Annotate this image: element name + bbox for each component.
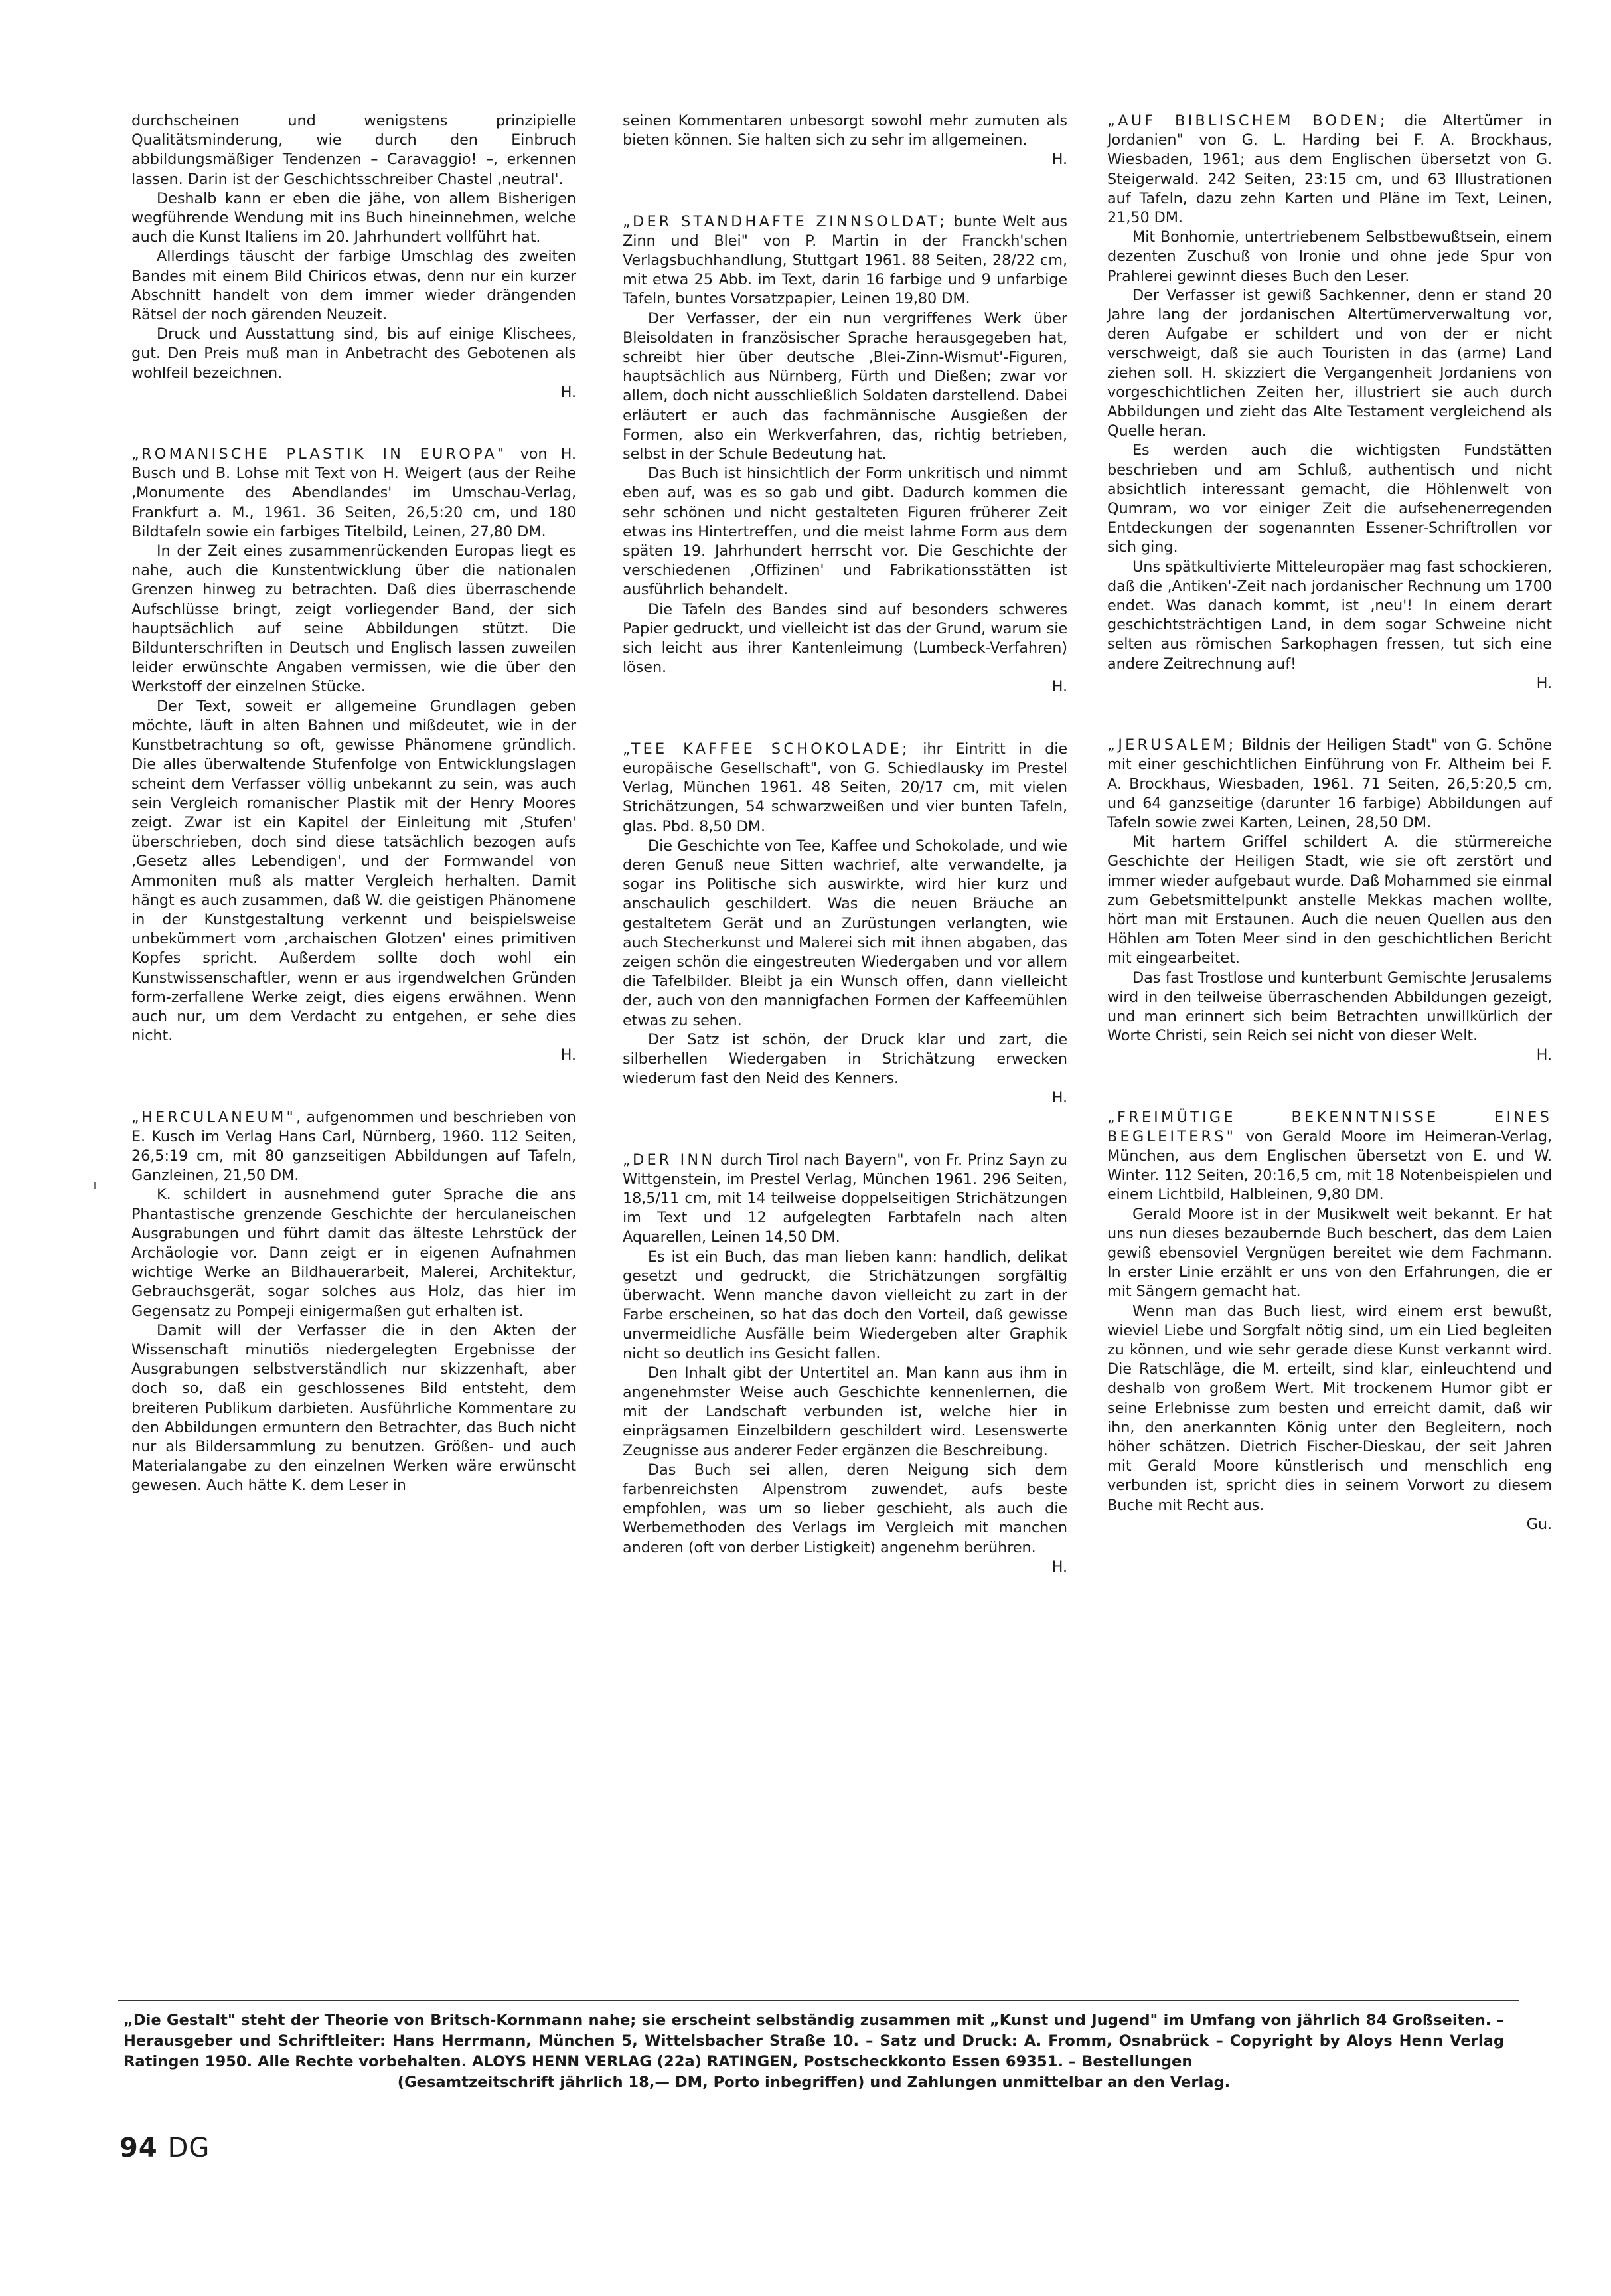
review-paragraph bbox=[1107, 1205, 1552, 1302]
review-paragraph bbox=[131, 1185, 576, 1321]
review-paragraph bbox=[623, 1364, 1067, 1461]
reviewer-initials: H. bbox=[1536, 674, 1552, 692]
book-review bbox=[623, 212, 1067, 697]
paragraph-text: Das fast Trostlose und kunterbunt Gemischte Jerusalems wird in den teilweise überraschenden Abbildungen gezeigt, und man erinnert sich beim Betrachten unwillkürlich der Worte Christi, sein Reich sei nicht von dieser Welt. bbox=[1107, 969, 1552, 1045]
paragraph-text: Druck und Ausstattung sind, bis auf einige Klischees, gut. Den Preis muß man in Anbetracht des Gebotenen als wohlfeil bezeichnen. bbox=[131, 325, 576, 382]
paragraph-text: Der Verfasser, der ein nun vergriffenes Werk über Bleisoldaten in französischer Sprache herausgegeben hat, schreibt hier über deutsche ‚Blei-Zinn-Wismut'-Figuren, hauptsächlich aus Nürnberg, Fürth und Dießen; zwar vor allem, doch nicht ausschließlich Soldaten darstellend. Dabei erläutert er auch das fachmännische Ausgießen der Formen, also ein Werkverfahren, das, richtig betrieben, selbst in der Schule Bedeutung hat. bbox=[623, 309, 1067, 463]
paragraph-text: Der Text, soweit er allgemeine Grundlagen geben möchte, läuft in alten Bahnen und mißdeutet, wie in der Kunstbetrachtung so oft, gewisse Phänomene gründlich. Die alles überwaltende Stufenfolge von Entwicklungslagen scheint dem Verfasser völlig unbekannt zu sein, was auch sein Vergleich romanischer Plastik mit der Henry Moores zeigt. Zwar ist ein Kapitel der Einleitung mit ‚Stufen' überschrieben, doch sind diese tatsächlich bezogen aufs ‚Gesetz alles Lebendigen', und der Formwandel von Ammoniten muß als matter Vergleich herhalten. Damit hängt es auch zusammen, daß W. die geistigen Phänomene in der Kunstgestaltung verkennt und beispielsweise unbekümmert vom ‚archaischen Glotzen' eines primitiven Kopfes spricht. Außerdem sollte doch wohl ein Kunstwissenschaftler, wenn er aus irgendwelchen Gründen form-zerfallene Werke zeigt, dies eigens erwähnen. Wenn auch nur, um dem Verdacht zu entgehen, er sehe dies nicht. bbox=[131, 697, 576, 1045]
review-heading bbox=[1107, 1108, 1552, 1205]
book-review bbox=[131, 445, 576, 1066]
reviewer-initials: Gu. bbox=[1526, 1515, 1552, 1533]
column-middle bbox=[623, 112, 1067, 1577]
review-bibliography: von H. Busch und B. Lohse mit Text von H. Weigert (aus der Reihe ‚Monumente des Abendlandes' im Umschau-Verlag, Frankfurt a. M., 1961. 36 Seiten, 26,5:20 cm, und 180 Bildtafeln sowie ein farbiges Titelbild, Leinen, 27,80 DM. bbox=[131, 446, 576, 540]
review-paragraph bbox=[1107, 441, 1552, 557]
review-paragraph bbox=[1107, 1302, 1552, 1515]
review-bibliography: ihr Eintritt in die europäische Gesellschaft", von G. Schiedlausky im Prestel Verlag, München 1961. 48 Seiten, 20/17 cm, mit vielen Strichätzungen, 54 schwarzweißen und vier bunten Tafeln, glas. Pbd. 8,50 DM. bbox=[623, 740, 1068, 835]
review-paragraph bbox=[623, 1248, 1067, 1364]
review-heading bbox=[1107, 736, 1552, 833]
book-review bbox=[623, 1151, 1067, 1577]
book-review bbox=[1107, 1108, 1552, 1534]
review-paragraph bbox=[131, 697, 576, 1046]
review-paragraph bbox=[131, 112, 576, 189]
review-paragraph bbox=[1107, 286, 1552, 442]
reviewer-initials: H. bbox=[1051, 1089, 1067, 1107]
paragraph-text: Das Buch sei allen, deren Neigung sich dem farbenreichsten Alpenstrom zuwendet, aufs beste empfohlen, was um so lieber geschieht, als auch die Werbemethoden des Verlags im Vergleich mit manchen anderen (oft von derber Listigkeit) angenehm berühren. bbox=[623, 1461, 1067, 1556]
review-paragraph bbox=[623, 464, 1067, 600]
paragraph-text: Das Buch ist hinsichtlich der Form unkritisch und nimmt eben auf, was es so gab und gibt. Dadurch kommen die sehr schönen und nicht gestalteten Figuren früherer Zeit etwas ins Hintertreffen, und die meist lahme Form aus dem späten 19. Jahrhundert herrscht vor. Die Geschichte der verschiedenen ‚Offizinen' und Fabrikationsstätten ist ausführlich behandelt. bbox=[623, 465, 1067, 599]
reviewer-initials: H. bbox=[1051, 151, 1067, 169]
paragraph-text: Es werden auch die wichtigsten Fundstätten beschrieben und am Schluß, authentisch und nicht absichtlich interessant gemacht, die Höhlenwelt von Qumram, wo vor einiger Zeit die aufsehenerregenden Entdeckungen der sogenannten Essener-Schriftrollen vor sich ging. bbox=[1107, 442, 1552, 556]
review-heading bbox=[623, 740, 1067, 837]
paragraph-text: Deshalb kann er eben die jähe, von allem Bisherigen wegführende Wendung mit ins Buch hineinnehmen, welche auch die Kunst Italiens im 20. Jahrhundert vollführt hat. bbox=[131, 189, 576, 246]
review-title: „AUF BIBLISCHEM BODEN; bbox=[1107, 112, 1388, 129]
review-paragraph bbox=[131, 542, 576, 697]
review-paragraph bbox=[131, 325, 576, 383]
margin-mark bbox=[94, 1182, 96, 1189]
review-bibliography: von Gerald Moore im Heimeran-Verlag, München, aus dem Englischen übersetzt von E. und W. Winter. 112 Seiten, 20:16,5 cm, mit 18 Notenbeispielen und einem Lichtbild, Halbleinen, 9,80 DM. bbox=[1107, 1127, 1552, 1204]
book-review bbox=[1107, 736, 1552, 1065]
paragraph-text: Wenn man das Buch liest, wird einem erst bewußt, wieviel Liebe und Sorgfalt nötig sind, um ein Lied begleiten zu können, und wie sehr gerade diese Kunst verkannt wird. Die Ratschläge, die M. erteilt, sind klar, einleuchtend und deshalb von großem Wert. Mit trockenem Humor gibt er seine Erlebnisse zum besten und erreicht damit, daß wir ihn, den anerkannten König unter den Begleitern, noch höher schätzen. Dietrich Fischer-Dieskau, der seit Jahren mit Gerald Moore künstlerisch und menschlich eng verbunden ist, spricht dies in seinem Vorwort zu diesem Buche mit Recht aus. bbox=[1107, 1302, 1552, 1514]
paragraph-text: Die Geschichte von Tee, Kaffee und Schokolade, und wie deren Genuß neue Sitten wachrief, alte verwandelte, ja sogar ins Politische sich auswirkte, wird hier kurz und anschaulich geschildert. Was die neuen Bräuche an gestaltetem Gerät und an Zurüstungen verlangten, wie auch Stecherkunst und Malerei sich mit ihnen abgaben, das zeigen schön die eingestreuten Wiedergaben und vor allem die Tafelbilder. Bleibt ja ein Wunsch offen, dann vielleicht der, auch von den mannigfachen Formen der Kaffeemühlen etwas zu sehen. bbox=[623, 837, 1067, 1029]
review-paragraph bbox=[1107, 558, 1552, 674]
imprint-text: „Die Gestalt" steht der Theorie von Britsch-Kornmann nahe; sie erscheint selbständig zusammen mit „Kunst und Jugend" im Umfang von jährlich 84 Großseiten. – Herausgeber und Schriftleiter: Hans Herrmann, München 5, Wittelsbacher Straße 10. – Satz und Druck: A. Fromm, Osnabrück – Copyright by Aloys Henn Verlag Ratingen 1950. Alle Rechte vorbehalten. ALOYS HENN VERLAG (22a) RATINGEN, Postscheckkonto Essen 69351. – Bestellungen bbox=[123, 2012, 1504, 2070]
review-paragraph bbox=[623, 1030, 1067, 1089]
review-paragraph bbox=[1107, 969, 1552, 1046]
review-bibliography: die Altertümer in Jordanien" von G. L. Harding bei F. A. Brockhaus, Wiesbaden, 1961; aus dem Englischen übersetzt von G. Steigerwald. 242 Seiten, 23:15 cm, und 63 Illustrationen auf Tafeln, dazu zehn Karten und Pläne im Text, Leinen, 21,50 DM. bbox=[1107, 112, 1553, 227]
paragraph-text: Der Verfasser ist gewiß Sachkenner, denn er stand 20 Jahre lang der jordanischen Altertümerverwaltung vor, deren Aufgabe er schildert und von der er nicht verschweigt, daß sie auch Touristen in das (arme) Land ziehen soll. H. skizziert die Vergangenheit Jordaniens von vorgeschichtlichen Zeiten her, illustriert sie auch durch Abbildungen und zieht das Alte Testament vergleichend als Quelle heran. bbox=[1107, 286, 1552, 440]
review-title: „JERUSALEM; bbox=[1107, 736, 1237, 754]
paragraph-text: Den Inhalt gibt der Untertitel an. Man kann aus ihm in angenehmster Weise auch Geschichte kennenlernen, die mit der Landschaft verbunden ist, welche hier in einprägsamen Einzelbildern geschildert wird. Lesenswerte Zeugnisse aus anderer Feder ergänzen die Beschreibung. bbox=[623, 1364, 1067, 1459]
review-bibliography: Bildnis der Heiligen Stadt" von G. Schöne mit einer geschichtlichen Einführung von Fr. Altheim bei F. A. Brockhaus, Wiesbaden, 1961. 71 Seiten, 26,5:20,5 cm, und 64 ganzseitige (darunter 16 farbige) Abbildungen auf Tafeln sowie zwei Karten, Leinen, 28,50 DM. bbox=[1107, 736, 1552, 831]
imprint-footer bbox=[123, 2010, 1504, 2093]
paragraph-text: Mit hartem Griffel schildert A. die stürmereiche Geschichte der Heiligen Stadt, wie sie oft zerstört und immer wieder aufgebaut wurde. Daß Mohammed sie einmal zum Gebetsmittelpunkt anstelle Mekkas machen wollte, hört man mit Erstaunen. Auch die neuen Quellen aus den Höhlen am Toten Meer sind in den geschichtlichen Bericht mit eingearbeitet. bbox=[1107, 833, 1552, 967]
book-review bbox=[623, 112, 1067, 170]
review-paragraph bbox=[1107, 833, 1552, 968]
review-paragraph bbox=[1107, 228, 1552, 286]
review-paragraph bbox=[623, 1461, 1067, 1558]
footer-rule bbox=[118, 2000, 1519, 2001]
review-title: „TEE KAFFEE SCHOKOLADE; bbox=[623, 740, 910, 758]
review-title: „DER STANDHAFTE ZINNSOLDAT; bbox=[623, 212, 948, 230]
paragraph-text: Es ist ein Buch, das man lieben kann: handlich, delikat gesetzt und gedruckt, die Strichätzungen sorgfältig überwacht. Wenn manche davon vielleicht zu zart in der Farbe erscheinen, so hat das doch den Vorteil, daß gewisse unvermeidliche Ausfälle beim Wiedergeben alter Graphik nicht so deutlich ins Gesicht fallen. bbox=[623, 1248, 1067, 1362]
reviewer-initials: H. bbox=[1536, 1046, 1552, 1064]
book-review bbox=[131, 1108, 576, 1496]
review-title: „HERCULANEUM" bbox=[131, 1108, 297, 1126]
paragraph-text: Der Satz ist schön, der Druck klar und zart, die silberhellen Wiedergaben in Strichätzung erwecken wiederum fast den Neid des Kenners. bbox=[623, 1030, 1067, 1088]
review-paragraph bbox=[131, 247, 576, 325]
review-title: „DER INN bbox=[623, 1151, 716, 1169]
paragraph-text: In der Zeit eines zusammenrückenden Europas liegt es nahe, auch die Kunstentwicklung über die nationalen Grenzen hinweg zu betrachten. Daß dies überraschende Aufschlüsse bringt, zeigt vorliegender Band, der sich hauptsächlich auf seine Abbildungen stützt. Die Bildunterschriften in Deutsch und Englisch lassen zuweilen leider erwünschte Angaben vermissen, wie die über den Werkstoff der einzelnen Stücke. bbox=[131, 542, 576, 696]
review-paragraph bbox=[623, 309, 1067, 465]
review-title: „FREIMÜTIGE BEKENNTNISSE EINES BEGLEITERS" bbox=[1107, 1108, 1552, 1145]
book-review bbox=[131, 112, 576, 402]
paragraph-text: Die Tafeln des Bandes sind auf besonders schweres Papier gedruckt, und vielleicht ist das der Grund, warum sie sich leicht aus ihrer Kantenleimung (Lumbeck-Verfahren) lösen. bbox=[623, 600, 1067, 677]
page-number: 94 bbox=[119, 2133, 158, 2163]
review-heading bbox=[1107, 112, 1552, 228]
review-title: „ROMANISCHE PLASTIK IN EUROPA" bbox=[131, 446, 507, 463]
review-heading bbox=[623, 212, 1067, 309]
imprint-text-continued: (Gesamtzeitschrift jährlich 18,— DM, Porto inbegriffen) und Zahlungen unmittelbar an den Verlag. bbox=[397, 2074, 1231, 2091]
review-bibliography: bunte Welt aus Zinn und Blei" von P. Martin in der Franckh'schen Verlagsbuchhandlung, Stuttgart 1961. 88 Seiten, 28/22 cm, mit etwa 25 Abb. im Text, darin 16 farbige und 9 unfarbige Tafeln, buntes Vorsatzpapier, Leinen 19,80 DM. bbox=[623, 212, 1068, 308]
book-review bbox=[1107, 112, 1552, 693]
review-paragraph bbox=[623, 600, 1067, 678]
review-bibliography: , aufgenommen und beschrieben von E. Kusch im Verlag Hans Carl, Nürnberg, 1960. 112 Seiten, 26,5:19 cm, mit 80 ganzseitigen Abbildungen auf Tafeln, Ganzleinen, 21,50 DM. bbox=[131, 1108, 576, 1185]
paragraph-text: seinen Kommentaren unbesorgt sowohl mehr zumuten als bieten können. Sie halten sich zu sehr im allgemeinen. bbox=[623, 112, 1067, 149]
paragraph-text: durchscheinen und wenigstens prinzipielle Qualitätsminderung, wie durch den Einbruch abbildungsmäßiger Tendenzen – Caravaggio! –, erkennen lassen. Darin ist der Geschichtsschreiber Chastel ‚neutral'. bbox=[131, 112, 576, 188]
review-bibliography: durch Tirol nach Bayern", von Fr. Prinz Sayn zu Wittgenstein, im Prestel Verlag, München 1961. 296 Seiten, 18,5/11 cm, mit 14 teilweise doppelseitigen Strichätzungen im Text und 12 aufgelegten Farbtafeln nach alten Aquarellen, Leinen 14,50 DM. bbox=[623, 1151, 1067, 1246]
column-right bbox=[1107, 112, 1552, 1534]
review-paragraph bbox=[623, 837, 1067, 1030]
paragraph-text: Damit will der Verfasser die in den Akten der Wissenschaft minutiös niedergelegten Ergebnisse der Ausgrabungen selbstverständlich nur skizzenhaft, aber doch so, daß ein geschlossenes Bild entsteht, dem breiteren Publikum darbieten. Ausführliche Kommentare zu den Abbildungen ermuntern den Betrachter, das Buch nicht nur als Bildersammlung zu benutzen. Größen- und auch Materialangabe zu den einzelnen Werken wäre erwünscht gewesen. Auch hätte K. dem Leser in bbox=[131, 1321, 576, 1495]
review-heading bbox=[623, 1151, 1067, 1248]
review-heading bbox=[131, 1108, 576, 1186]
paragraph-text: Uns spätkultivierte Mitteleuropäer mag fast schockieren, daß die ‚Antiken'-Zeit nach jordanischer Rechnung um 1700 endet. Was danach kommt, ist ‚neu'! In einem derart geschichtsträchtigen Land, in dem sogar Schweine nicht selten aus römischen Sarkophagen fressen, tut sich eine andere Zeitrechnung auf! bbox=[1107, 558, 1552, 673]
reviewer-initials: H. bbox=[1051, 1558, 1067, 1576]
journal-abbreviation: DG bbox=[167, 2133, 210, 2163]
book-review bbox=[623, 740, 1067, 1108]
paragraph-text: K. schildert in ausnehmend guter Sprache die ans Phantastische grenzende Geschichte der herculaneischen Ausgrabungen und führt damit das älteste Lehrstück der Archäologie vor. Dann zeigt er in eigenen Aufnahmen wichtige Werke an Bildhauerarbeit, Malerei, Architektur, Gebrauchsgerät, sogar solches aus Holz, das hier im Gegensatz zu Pompeji einigermaßen gut erhalten ist. bbox=[131, 1186, 576, 1320]
paragraph-text: Gerald Moore ist in der Musikwelt weit bekannt. Er hat uns nun dieses bezaubernde Buch beschert, das dem Laien gewiß ebensoviel Vergnügen bereitet wie dem Fachmann. In erster Linie erzählt er uns von den Erfahrungen, die er mit Sängern gemacht hat. bbox=[1107, 1205, 1552, 1301]
reviewer-initials: H. bbox=[1051, 678, 1067, 696]
review-paragraph bbox=[131, 189, 576, 248]
column-left bbox=[131, 112, 576, 1496]
paragraph-text: Mit Bonhomie, untertriebenem Selbstbewußtsein, einem dezenten Zuschuß von Ironie und ohne jede Spur von Prahlerei gewinnt dieses Buch den Leser. bbox=[1107, 228, 1552, 285]
paragraph-text: Allerdings täuscht der farbige Umschlag des zweiten Bandes mit einem Bild Chiricos etwas, denn nur ein kurzer Abschnitt handelt von dem immer wieder drängenden Rätsel der noch gärenden Neuzeit. bbox=[131, 248, 576, 324]
reviewer-initials: H. bbox=[560, 383, 576, 401]
reviewer-initials: H. bbox=[560, 1046, 576, 1064]
page-folio bbox=[119, 2133, 210, 2163]
review-paragraph bbox=[623, 112, 1067, 150]
review-paragraph bbox=[131, 1321, 576, 1496]
review-heading bbox=[131, 445, 576, 542]
